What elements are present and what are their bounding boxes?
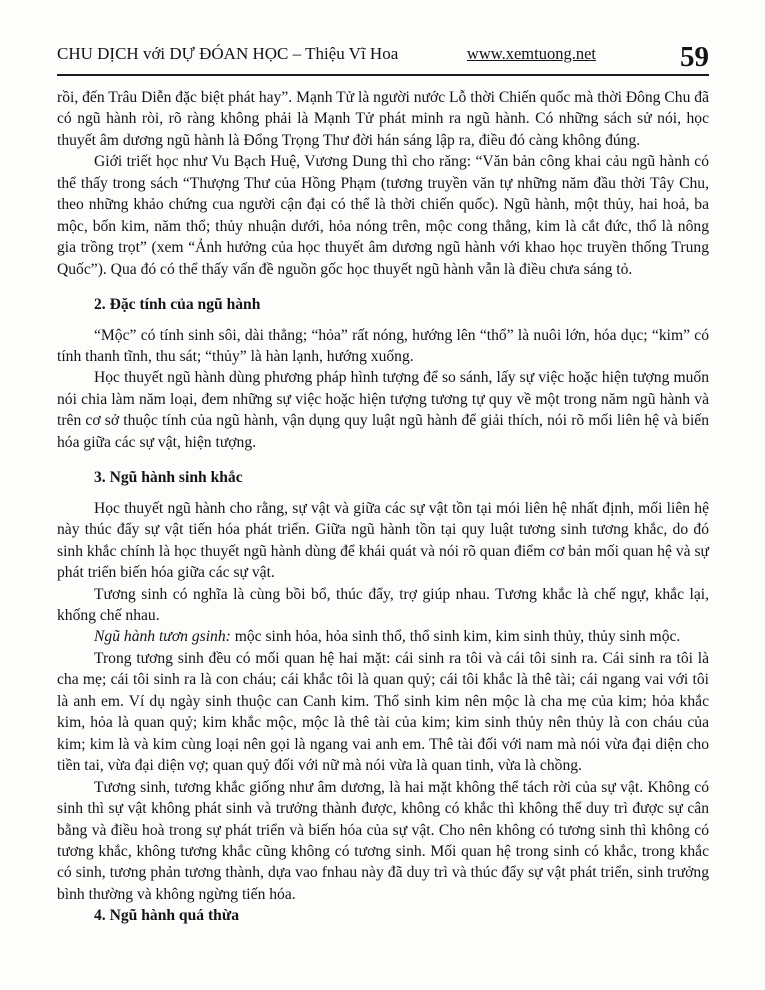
sinh-cycle-rest: mộc sinh hỏa, hỏa sinh thổ, thổ sinh kim, kim sinh thủy, thủy sinh mộc. [234,628,681,646]
page-number: 59 [680,41,709,73]
page-header [57,42,709,76]
paragraph-sinh-khac-theory: Học thuyết ngũ hành cho rằng, sự vật và giữa các sự vật tồn tại mói liên hệ nhất định, mối liên hệ này thúc đẩy sự vật tiến hóa phát triển. Giữa ngũ hành tồn tại quy luật tương sinh tương khắc, do đó sinh khắc chính là học thuyết ngũ hành dùng để khái quát và nói rõ quan điểm cơ bản mối quan hệ và sự phát triển biến hóa giữa các sự vật. [57,499,709,582]
website-link[interactable]: www.xemtuong.net [466,44,596,63]
paragraph-tuong-sinh-definition: Tương sinh có nghĩa là cùng bồi bổ, thúc đẩy, trợ giúp nhau. Tương khắc là chế ngự, khắc lại, khống chế nhau. [57,585,709,624]
paragraph-sinh-cycle [57,626,709,647]
book-title: CHU DỊCH với DỰ ĐÓAN HỌC – Thiệu Vĩ Hoa [57,44,399,63]
section-heading-dac-tinh: 2. Đặc tính của ngũ hành [94,296,261,314]
paragraph-philosophers-view: Giới triết học như Vu Bạch Huệ, Vương Dung thì cho răng: “Văn bản công khai cảu ngũ hành có thể thấy trong sách “Thượng Thư của Hồng Phạm (tương truyền văn tự những năm đầu thời Tây Chu, theo những khảo chứng cua người cận đại có thể là thời chiến quốc). Ngũ hành, một thủy, hai hoả, ba mộc, bốn kim, năm thổ; thủy nhuận dưới, hỏa nóng trên, mộc cong thẳng, kim là cắt đức, thổ là nông gia trồng trọt” (xem “Ảnh hưởng của học thuyết âm dương ngũ hành với khao học truyền thống Trung Quốc”). Qua đó có thể thấy vấn đề nguồn gốc học thuyết ngũ hành vẫn là điều chưa sáng tỏ. [57,153,709,278]
paragraph-sinh-khac-balance: Tương sinh, tương khắc giống như âm dương, là hai mặt không thể tách rời của sự vật. Không có sinh thì sự vật không phát sinh và trưởng thành được, không có khắc thì không thể duy trì được sự cân bằng và điều hoà trong sự phát triển và biến hóa của sự vật. Cho nên không có tương sinh thì không có tương khắc, không tương khắc cũng không có tương sinh. Mối quan hệ trong sinh có khắc, trong khắc có sinh, tương phản tương thành, dựa vao fnhau này đã duy trì và thúc đẩy sự vật phát triển, sinh trưởng bình thường và không ngừng tiến hóa. [57,778,709,903]
paragraph-element-properties: “Mộc” có tính sinh sôi, dài thẳng; “hỏa” rất nóng, hướng lên “thổ” là nuôi lớn, hóa dục; “kim” có tính thanh tĩnh, thu sát; “thủy” là hàn lạnh, hướng xuống. [57,326,709,365]
sinh-cycle-lead-italic: Ngũ hành tươn gsinh: [94,628,231,646]
paragraph-two-way-relation: Trong tương sinh đều có mối quan hệ hai mặt: cái sinh ra tôi và cái tôi sinh ra. Cái sinh ra tôi là cha mẹ; cái tôi sinh ra là con cháu; cái khắc tôi là quan quỷ; cái tôi khắc là thê tài; cái ngang vai với tôi là anh em. Ví dụ ngày sinh thuộc can Canh kim. Thổ sinh kim nên mộc là cha mẹ của kim; hỏa khắc kim, hỏa là quan quỷ; kim khắc mộc, mộc là thê tài của kim; kim sinh thủy nên thủy là con cháu của kim; kim là và kim cùng loại nên gọi là ngang vai anh em. Thê tài đối với nam mà nói vừa đại diện cho tiền tai, vừa đại diện vợ; quan quỷ đối với nữ mà nói vừa là quan tinh, vừa là chồng. [57,649,709,775]
page-content [57,76,709,927]
section-heading-qua-thua: 4. Ngũ hành quá thừa [94,907,239,925]
section-heading-sinh-khac: 3. Ngũ hành sinh khắc [94,469,243,487]
paragraph-origin-ngu-hanh: rồi, đến Trâu Diễn đặc biệt phát hay”. Mạnh Tử là người nước Lỗ thời Chiến quốc mà thời Đông Chu đã có ngũ hành ròi, rõ ràng không phải là Mạnh Tử phát minh ra ngũ hành. Có những sách sử nói, học thuyết âm dương ngũ hành là Đổng Trọng Thư đời hán sáng lập ra, điều đó càng không đúng. [57,89,709,149]
paragraph-symbolic-method: Học thuyết ngũ hành dùng phương pháp hình tượng để so sánh, lấy sự việc hoặc hiện tượng muốn nói chia làm năm loại, đem những sự việc hoặc hiện tượng tương tự quy về một trong năm ngũ hành và trên cơ sở thuộc tính của ngũ hành, vận dụng quy luật ngũ hành để giải thích, nói rõ mối liên hệ và biến hóa giữa các sự vật, hiện tượng. [57,369,709,451]
